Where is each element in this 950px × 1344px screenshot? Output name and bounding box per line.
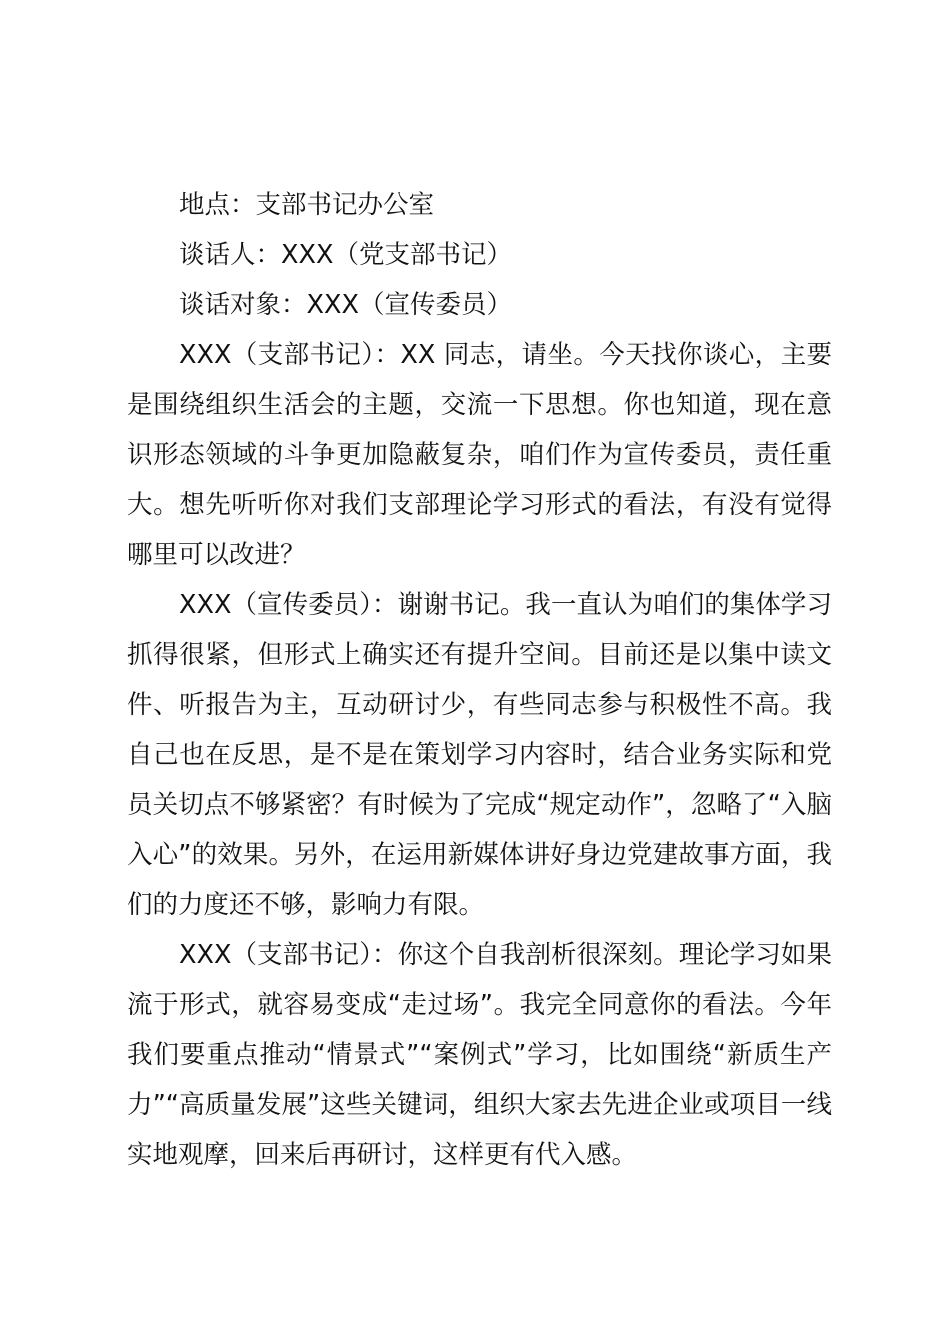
dialogue-text: 谢谢书记。我一直认为咱们的集体学习抓得很紧，但形式上确实还有提升空间。目前还是以集中读文件、听报告为主，互动研讨少，有些同志参与积极性不高。我自己也在反思，是不是在策划学习内容时，结合业务实际和党员关切点不够紧密？有时候为了完成“规定动作”，忽略了“入脑入心”的效果。另外，在运用新媒体讲好身边党建故事方面，我们的力度还不够，影响力有限。 [127,590,832,920]
meta-interviewee-label: 谈话对象 [179,290,282,320]
meta-location-label: 地点 [179,190,231,220]
dialogue-text: XX 同志，请坐。今天找你谈心，主要是围绕组织生活会的主题，交流一下思想。你也知道，现在意识形态领域的斗争更加隐蔽复杂，咱们作为宣传委员，责任重大。想先听听你对我们支部理论学习形式的看法，有没有觉得哪里可以改进？ [127,340,832,570]
meta-interviewer-label: 谈话人 [179,240,256,270]
meta-location-value: 支部书记办公室 [255,190,435,220]
document-page [127,180,832,1180]
meta-interviewee-value: XXX（宣传委员） [306,290,512,320]
meta-location [127,180,832,230]
speaker-label: XXX（支部书记）： [179,940,398,970]
dialogue-text: 你这个自我剖析很深刻。理论学习如果流于形式，就容易变成“走过场”。我完全同意你的看法。今年我们要重点推动“情景式”“案例式”学习，比如围绕“新质生产力”“高质量发展”这些关键词，组织大家去先进企业或项目一线实地观摩，回来后再研讨，这样更有代入感。 [127,940,832,1170]
dialogue-paragraph [127,330,832,580]
meta-interviewer [127,230,832,280]
speaker-label: XXX（宣传委员）： [179,590,398,620]
speaker-label: XXX（支部书记）： [179,340,401,370]
meta-interviewee [127,280,832,330]
dialogue-paragraph [127,930,832,1180]
meta-separator: ： [230,190,256,220]
meta-interviewer-value: XXX（党支部书记） [281,240,512,270]
meta-separator: ： [281,290,307,320]
meta-separator: ： [255,240,282,270]
dialogue-paragraph [127,580,832,930]
